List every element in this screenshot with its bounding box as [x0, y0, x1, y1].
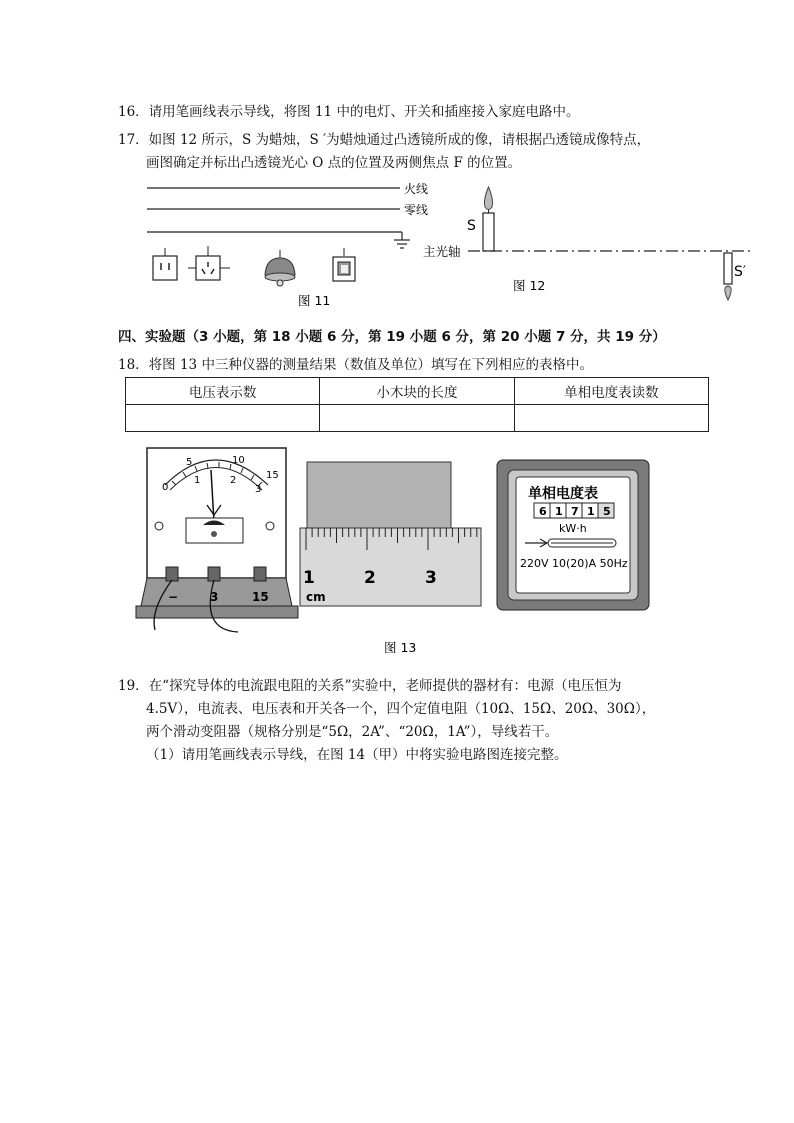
- header-voltmeter: 电压表示数: [126, 378, 320, 405]
- meter-title: 单相电度表: [528, 486, 598, 502]
- image-candle-icon: [724, 253, 732, 300]
- question-19-line1: 19．在“探究导体的电流跟电阻的关系”实验中，老师提供的器材有：电源（电压恒为: [118, 678, 622, 694]
- header-block-length: 小木块的长度: [320, 378, 514, 405]
- live-wire-label: 火线: [404, 182, 429, 196]
- meter-digit-2: 1: [555, 505, 563, 518]
- question-19-line3: 两个滑动变阻器（规格分别是“5Ω，2A”、“20Ω，1A”），导线若干。: [146, 724, 559, 740]
- section-4-heading: 四、实验题（3 小题，第 18 小题 6 分，第 19 小题 6 分，第 20 小题 7 分，共 19 分）: [118, 329, 666, 345]
- meter-spec: 220V 10(20)A 50Hz: [520, 557, 628, 570]
- answer-cell-voltmeter[interactable]: [126, 405, 320, 432]
- meter-digit-3: 7: [571, 505, 579, 518]
- switch-icon: [333, 248, 355, 281]
- voltmeter-scale-1: 1: [194, 475, 201, 486]
- candle-icon: [483, 187, 494, 251]
- neutral-wire-label: 零线: [404, 203, 429, 217]
- ruler-label-3: 3: [425, 568, 437, 588]
- terminal-negative-label: −: [168, 590, 179, 604]
- question-16: 16．请用笔画线表示导线，将图 11 中的电灯、开关和插座接入家庭电路中。: [118, 104, 580, 120]
- question-19-sub1: （1）请用笔画线表示导线，在图 14（甲）中将实验电路图连接完整。: [146, 747, 568, 763]
- ground-icon: [394, 232, 410, 248]
- question-17-line1: 17．如图 12 所示，S 为蜡烛，S ′为蜡烛通过凸透镜所成的像，请根据凸透镜成像特点，: [118, 132, 651, 148]
- voltmeter: [136, 448, 298, 632]
- meter-digit-4: 1: [587, 505, 595, 518]
- energy-meter: [497, 460, 649, 610]
- terminal-3-label: 3: [210, 590, 219, 604]
- figure-11-12: [0, 0, 794, 330]
- meter-unit: kW·h: [559, 522, 587, 535]
- figure-11-caption: 图 11: [298, 293, 331, 308]
- meter-digit-1: 6: [539, 505, 547, 518]
- lamp-icon: [265, 250, 295, 286]
- figure-12: [423, 187, 752, 300]
- ruler-unit: cm: [306, 590, 326, 604]
- two-pin-socket-icon: [153, 248, 177, 280]
- answer-cell-length[interactable]: [320, 405, 514, 432]
- question-17-line2: 画图确定并标出凸透镜光心 O 点的位置及两侧焦点 F 的位置。: [146, 155, 522, 171]
- table-answer-row: [126, 405, 709, 432]
- answer-table: [125, 377, 709, 432]
- table-header-row: [126, 378, 709, 405]
- voltmeter-scale-3: 3: [255, 484, 262, 495]
- voltmeter-scale-15: 15: [266, 470, 279, 481]
- candle-label: S: [467, 218, 476, 234]
- voltmeter-scale-2: 2: [230, 475, 237, 486]
- terminal-15-label: 15: [252, 590, 269, 604]
- figure-13-caption: 图 13: [384, 640, 417, 655]
- meter-digits: [534, 503, 614, 518]
- voltmeter-scale-0: 0: [162, 482, 169, 493]
- voltmeter-tick-5: 5: [186, 457, 193, 468]
- question-19-line2: 4.5V），电流表、电压表和开关各一个，四个定值电阻（10Ω、15Ω、20Ω、30Ω），: [146, 701, 656, 717]
- image-label: S′: [734, 264, 747, 280]
- three-pin-socket-icon: [188, 246, 230, 280]
- meter-digit-5: 5: [603, 505, 611, 518]
- answer-cell-meter[interactable]: [514, 405, 708, 432]
- figure-13: [0, 440, 794, 660]
- ruler-label-2: 2: [364, 568, 376, 588]
- voltmeter-tick-10: 10: [232, 455, 245, 466]
- figure-12-caption: 图 12: [513, 278, 546, 293]
- figure-11: [147, 181, 428, 308]
- ruler: [300, 462, 481, 606]
- principal-axis-label: 主光轴: [423, 244, 461, 259]
- question-18: 18．将图 13 中三种仪器的测量结果（数值及单位）填写在下列相应的表格中。: [118, 357, 593, 373]
- ruler-label-1: 1: [303, 568, 315, 588]
- header-energy-meter: 单相电度表读数: [514, 378, 708, 405]
